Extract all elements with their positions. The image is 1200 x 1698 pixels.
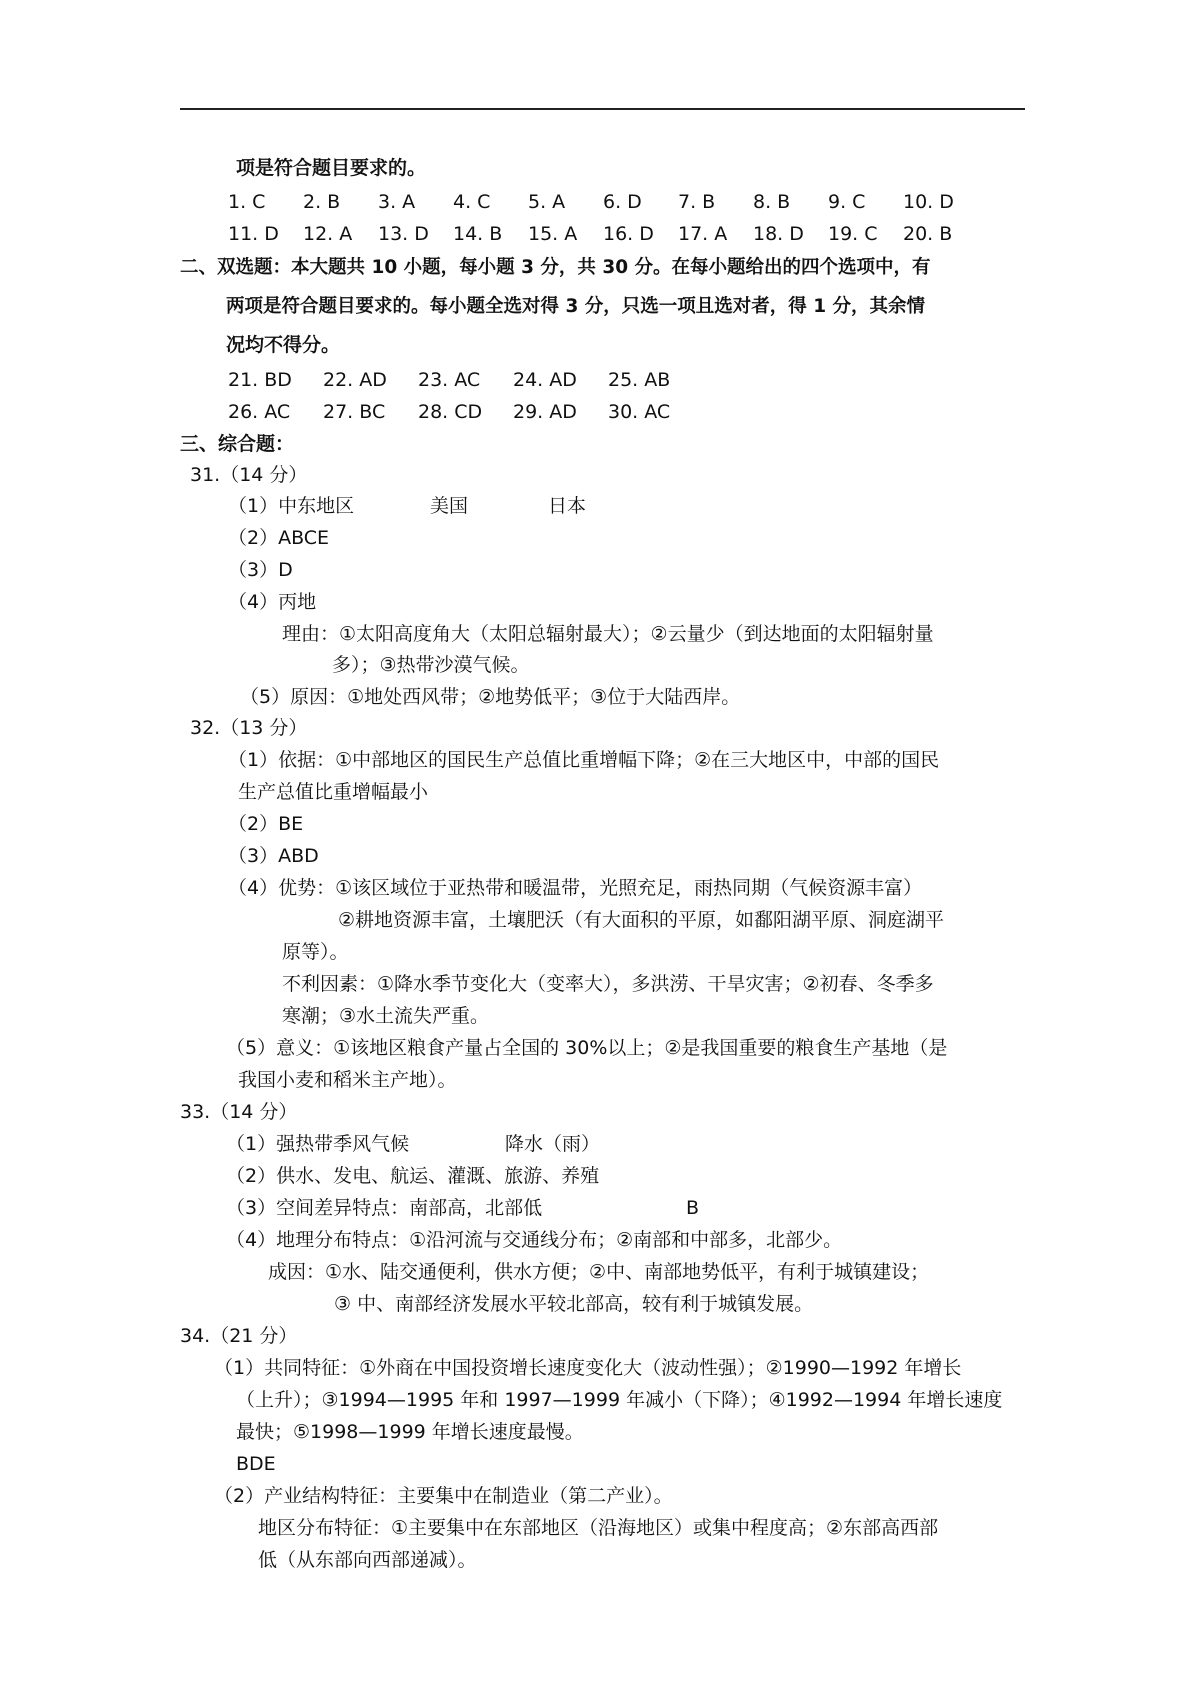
q32-answer1-line2: 生产总值比重增幅最小 bbox=[238, 781, 429, 803]
answer-item: 1. C bbox=[228, 191, 266, 213]
q34-answer1-line1: （1）共同特征：①外商在中国投资增长速度变化大（波动性强）；②1990—1992 年增长 bbox=[214, 1357, 962, 1379]
q34-answer2-line1: （2）产业结构特征：主要集中在制造业（第二产业）。 bbox=[214, 1485, 673, 1507]
q34-answer2-line2: 地区分布特征：①主要集中在东部地区（沿海地区）或集中程度高；②东部高西部 bbox=[258, 1517, 939, 1539]
answer-item: 6. D bbox=[603, 191, 642, 213]
answer-item: 26. AC bbox=[228, 401, 291, 423]
q31-answer4: （4）丙地 bbox=[228, 591, 317, 613]
section1-tail: 项是符合题目要求的。 bbox=[236, 157, 427, 179]
q32-title: 32.（13 分） bbox=[190, 717, 308, 739]
answer-item: 8. B bbox=[753, 191, 791, 213]
section1-answers-row2 bbox=[228, 222, 978, 246]
q34-answer1-line2: （上升）；③1994—1995 年和 1997—1999 年减小（下降）；④1992—1994 年增长速度 bbox=[236, 1389, 1003, 1411]
q33-answer4-line3: ③ 中、南部经济发展水平较北部高，较有利于城镇发展。 bbox=[334, 1293, 814, 1315]
q31-answer5: （5）原因：①地处西风带；②地势低平；③位于大陆西岸。 bbox=[240, 686, 741, 708]
q31-answer3: （3）D bbox=[228, 559, 293, 581]
q32-answer4-line2: ②耕地资源丰富，土壤肥沃（有大面积的平原，如鄱阳湖平原、洞庭湖平 bbox=[338, 909, 945, 931]
q34-answer1-line3: 最快；⑤1998—1999 年增长速度最慢。 bbox=[236, 1421, 584, 1443]
q34-answer2-line3: 低（从东部向西部递减）。 bbox=[258, 1549, 477, 1571]
q31-answer1-a: （1）中东地区 bbox=[228, 495, 355, 517]
answer-item: 29. AD bbox=[513, 401, 577, 423]
answer-item: 25. AB bbox=[608, 369, 671, 391]
section2-heading-line2: 两项是符合题目要求的。每小题全选对得 3 分，只选一项且选对者，得 1 分，其余情 bbox=[226, 296, 926, 317]
answer-item: 3. A bbox=[378, 191, 416, 213]
answer-item: 10. D bbox=[903, 191, 954, 213]
q31-answer2: （2）ABCE bbox=[228, 527, 330, 549]
q32-answer5-line1: （5）意义：①该地区粮食产量占全国的 30%以上；②是我国重要的粮食生产基地（是 bbox=[226, 1037, 948, 1059]
q33-answer4-line1: （4）地理分布特点：①沿河流与交通线分布；②南部和中部多，北部少。 bbox=[226, 1229, 843, 1251]
answer-item: 22. AD bbox=[323, 369, 387, 391]
q33-answer1-a: （1）强热带季风气候 bbox=[226, 1133, 410, 1155]
q31-answer4-reason-line1: 理由：①太阳高度角大（太阳总辐射最大）；②云量少（到达地面的太阳辐射量 bbox=[282, 623, 934, 645]
q33-title: 33.（14 分） bbox=[180, 1101, 298, 1123]
answer-item: 13. D bbox=[378, 223, 429, 245]
section2-heading-line1: 二、双选题：本大题共 10 小题，每小题 3 分，共 30 分。在每小题给出的四个选项中，有 bbox=[180, 257, 931, 278]
answer-item: 15. A bbox=[528, 223, 578, 245]
q32-answer3: （3）ABD bbox=[228, 845, 319, 867]
section1-answers-row1 bbox=[228, 190, 978, 214]
q32-answer4-line1: （4）优势：①该区域位于亚热带和暖温带，光照充足，雨热同期（气候资源丰富） bbox=[228, 877, 923, 899]
header-rule bbox=[180, 108, 1025, 110]
q33-answer3-a: （3）空间差异特点：南部高，北部低 bbox=[226, 1197, 543, 1219]
answer-item: 20. B bbox=[903, 223, 953, 245]
answer-item: 2. B bbox=[303, 191, 341, 213]
answer-item: 24. AD bbox=[513, 369, 577, 391]
answer-item: 16. D bbox=[603, 223, 654, 245]
answer-item: 30. AC bbox=[608, 401, 671, 423]
q31-answer1-b: 美国 bbox=[430, 495, 469, 517]
q33-answer3-b: B bbox=[686, 1197, 700, 1219]
answer-item: 5. A bbox=[528, 191, 566, 213]
answer-item: 9. C bbox=[828, 191, 866, 213]
q33-answer4-line2: 成因：①水、陆交通便利，供水方便；②中、南部地势低平，有利于城镇建设； bbox=[268, 1261, 930, 1283]
q34-answer1-line4: BDE bbox=[236, 1453, 276, 1475]
q32-answer4-line4: 不利因素：①降水季节变化大（变率大），多洪涝、干旱灾害；②初春、冬季多 bbox=[282, 973, 934, 995]
q33-answer2: （2）供水、发电、航运、灌溉、旅游、养殖 bbox=[226, 1165, 600, 1187]
q33-answer1-b: 降水（雨） bbox=[505, 1133, 601, 1155]
answer-item: 28. CD bbox=[418, 401, 483, 423]
answer-item: 19. C bbox=[828, 223, 878, 245]
answer-item: 23. AC bbox=[418, 369, 481, 391]
q32-answer4-line5: 寒潮；③水土流失严重。 bbox=[282, 1005, 490, 1027]
answer-item: 7. B bbox=[678, 191, 716, 213]
q31-answer1-c: 日本 bbox=[548, 495, 587, 517]
q32-answer4-line3: 原等）。 bbox=[282, 941, 349, 963]
section2-answers-row1 bbox=[228, 368, 703, 392]
answer-item: 27. BC bbox=[323, 401, 386, 423]
q32-answer1-line1: （1）依据：①中部地区的国民生产总值比重增幅下降；②在三大地区中，中部的国民 bbox=[228, 749, 940, 771]
q34-title: 34.（21 分） bbox=[180, 1325, 298, 1347]
answer-item: 17. A bbox=[678, 223, 728, 245]
answer-item: 12. A bbox=[303, 223, 353, 245]
answer-item: 18. D bbox=[753, 223, 804, 245]
answer-item: 21. BD bbox=[228, 369, 292, 391]
q32-answer2: （2）BE bbox=[228, 813, 304, 835]
answer-item: 14. B bbox=[453, 223, 503, 245]
section2-heading-line3: 况均不得分。 bbox=[226, 334, 341, 356]
answer-item: 11. D bbox=[228, 223, 279, 245]
q31-answer4-reason-line2: 多）；③热带沙漠气候。 bbox=[332, 654, 530, 676]
q31-title: 31.（14 分） bbox=[190, 464, 308, 486]
section3-heading: 三、综合题： bbox=[180, 433, 295, 455]
section2-answers-row2 bbox=[228, 400, 703, 424]
answer-item: 4. C bbox=[453, 191, 491, 213]
q32-answer5-line2: 我国小麦和稻米主产地）。 bbox=[238, 1069, 457, 1091]
